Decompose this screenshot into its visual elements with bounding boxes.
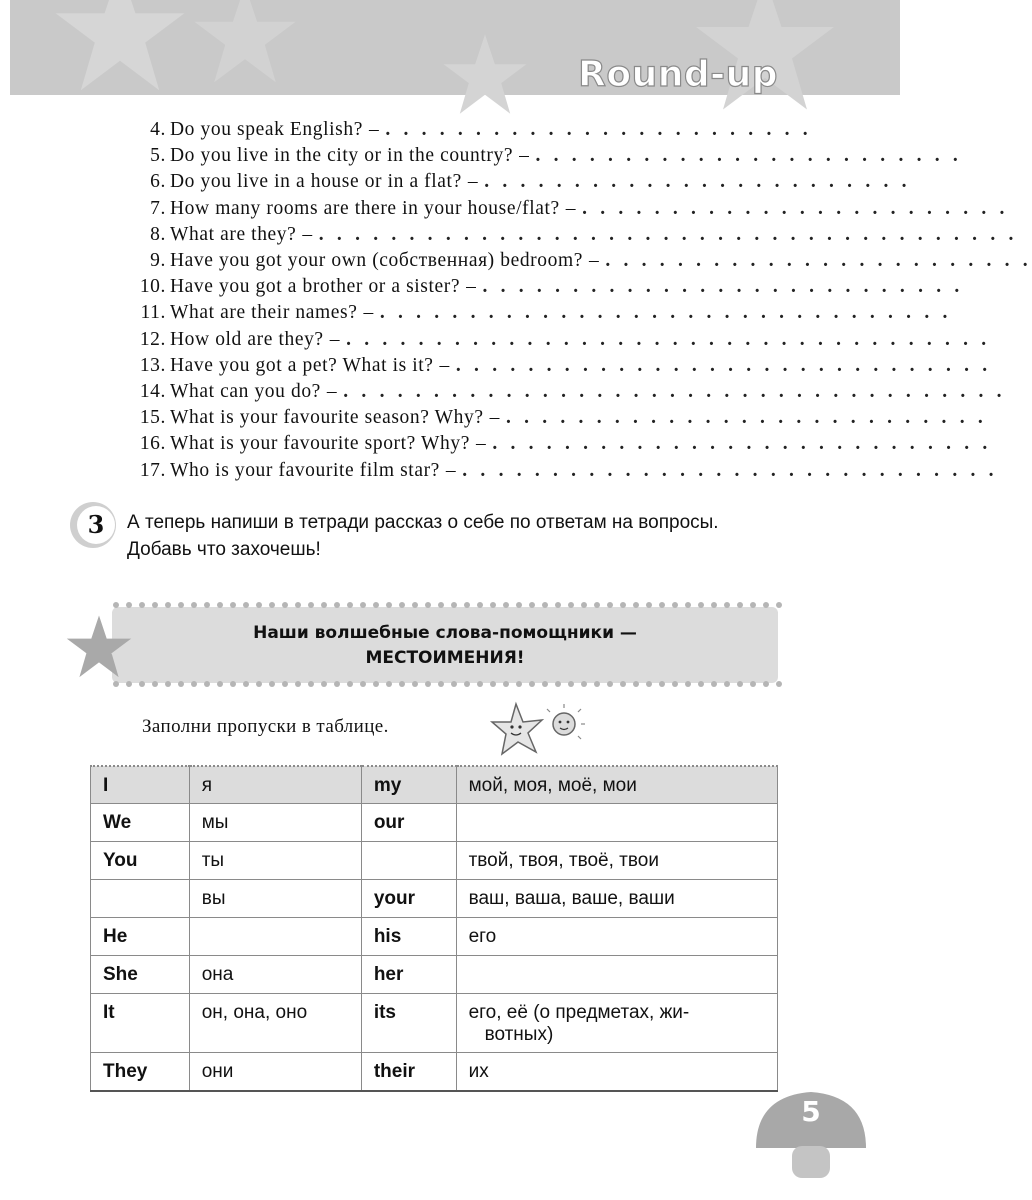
- table-row: [91, 880, 778, 918]
- answer-blank[interactable]: . . . . . . . . . . . . . . . . . . . . . . . . . . . . . . . .: [379, 302, 952, 324]
- possessive-translation-cell: [456, 918, 777, 956]
- task-3-text: А теперь напиши в тетради рассказ о себе по ответам на вопросы. Добавь что захочешь!: [127, 512, 719, 560]
- possessive-translation-text: их: [468, 1061, 489, 1082]
- subject-translation-cell: они: [189, 1053, 361, 1092]
- question-number: 9.: [150, 250, 166, 272]
- question-text: Have you got a pet? What is it?: [170, 354, 434, 376]
- possessive-pronoun-cell[interactable]: [361, 842, 456, 880]
- possessive-translation-text: твой, твоя, твоё, твои: [468, 850, 659, 871]
- banner-dotted-border: [110, 679, 782, 689]
- possessive-pronoun-cell: its: [361, 994, 456, 1053]
- possessive-translation-cell: [456, 880, 777, 918]
- question-item: [118, 300, 952, 326]
- possessive-translation-text: мой, моя, моё, мои: [468, 775, 637, 796]
- answer-dash: –: [329, 328, 341, 350]
- answer-dash: –: [476, 433, 487, 455]
- question-number: 12.: [139, 328, 166, 350]
- possessive-pronoun-cell: his: [361, 918, 456, 956]
- question-number: 14.: [139, 380, 166, 402]
- question-text: Have you got a brother or a sister?: [170, 276, 461, 298]
- possessive-translation-cell: [456, 766, 777, 804]
- question-text: What are their names?: [170, 302, 358, 324]
- question-item: [118, 222, 1018, 248]
- answer-blank[interactable]: . . . . . . . . . . . . . . . . . . . . . . . .: [484, 171, 911, 193]
- question-number: 6.: [150, 171, 166, 193]
- answer-blank[interactable]: . . . . . . . . . . . . . . . . . . . . . . . . . . .: [482, 276, 964, 298]
- table-row: [91, 1053, 778, 1092]
- table-row: [91, 766, 778, 804]
- star-mascot-icon: [486, 700, 596, 760]
- possessive-pronoun-cell: their: [361, 1053, 456, 1092]
- answer-dash: –: [519, 145, 530, 167]
- possessive-translation-text: его: [468, 926, 497, 947]
- answer-blank[interactable]: . . . . . . . . . . . . . . . . . . . . . . . . . . . . . .: [462, 459, 998, 481]
- question-text: Do you live in the city or in the country?: [170, 145, 514, 167]
- subject-translation-cell: я: [189, 766, 361, 804]
- question-text: How old are they?: [170, 328, 324, 350]
- subject-pronoun-cell: They: [91, 1053, 190, 1092]
- answer-dash: –: [489, 407, 500, 429]
- possessive-translation-cell[interactable]: [456, 956, 777, 994]
- question-item: [118, 196, 1009, 222]
- possessive-translation-text: его, её (о предметах, жи-: [468, 1002, 690, 1023]
- question-number: 7.: [150, 197, 166, 219]
- question-item: [118, 457, 998, 483]
- subject-translation-cell: мы: [189, 804, 361, 842]
- table-row: [91, 842, 778, 880]
- task-number: 3: [87, 510, 105, 539]
- banner-title-line2: МЕСТОИМЕНИЯ!: [365, 648, 525, 668]
- subject-pronoun-cell: She: [91, 956, 190, 994]
- banner-dotted-border: [110, 600, 782, 610]
- page-number: 5: [801, 1095, 821, 1128]
- section-title: Round-up: [578, 54, 778, 95]
- table-instruction: Заполни пропуски в таблице.: [142, 716, 389, 737]
- possessive-translation-continuation: вотных): [484, 1024, 554, 1045]
- answer-dash: –: [466, 276, 477, 298]
- answer-blank[interactable]: . . . . . . . . . . . . . . . . . . . . . . . .: [582, 197, 1009, 219]
- possessive-translation-text: ваш, ваша, ваше, ваши: [468, 888, 675, 909]
- answer-blank[interactable]: . . . . . . . . . . . . . . . . . . . . . . . .: [385, 119, 812, 141]
- question-text: Do you live in a house or in a flat?: [170, 171, 462, 193]
- pronouns-banner: [112, 607, 778, 683]
- question-number: 5.: [150, 145, 166, 167]
- possessive-pronoun-cell: our: [361, 804, 456, 842]
- subject-translation-cell[interactable]: [189, 918, 361, 956]
- possessive-translation-cell: [456, 994, 777, 1053]
- answer-blank[interactable]: . . . . . . . . . . . . . . . . . . . . . . . . . . . .: [492, 433, 992, 455]
- question-number: 13.: [139, 354, 166, 376]
- subject-pronoun-cell: I: [91, 766, 190, 804]
- answer-dash: –: [467, 171, 479, 193]
- question-item: [118, 353, 992, 379]
- question-number: 8.: [150, 223, 166, 245]
- subject-translation-cell: он, она, оно: [189, 994, 361, 1053]
- question-list: [118, 117, 1032, 484]
- question-text: Do you speak English?: [170, 119, 363, 141]
- subject-pronoun-cell: You: [91, 842, 190, 880]
- table-row: [91, 956, 778, 994]
- answer-dash: –: [368, 119, 380, 141]
- answer-blank[interactable]: . . . . . . . . . . . . . . . . . . . . . . . . . . . . . . . . . . . . . . .: [318, 223, 1018, 245]
- question-item: [118, 327, 991, 353]
- question-text: Who is your favourite film star?: [170, 459, 440, 481]
- table-row: [91, 994, 778, 1053]
- subject-translation-cell: она: [189, 956, 361, 994]
- question-number: 4.: [150, 119, 166, 141]
- question-number: 17.: [139, 459, 166, 481]
- answer-dash: –: [326, 380, 338, 402]
- possessive-pronoun-cell: her: [361, 956, 456, 994]
- question-item: [118, 143, 962, 169]
- star-icon: [440, 30, 530, 120]
- question-item: [118, 274, 964, 300]
- question-item: [118, 117, 812, 143]
- question-item: [118, 248, 1032, 274]
- answer-dash: –: [302, 223, 313, 245]
- answer-dash: –: [565, 197, 577, 219]
- question-number: 15.: [139, 407, 166, 429]
- question-number: 11.: [140, 302, 166, 324]
- possessive-pronoun-cell: my: [361, 766, 456, 804]
- table-row: [91, 804, 778, 842]
- answer-blank[interactable]: . . . . . . . . . . . . . . . . . . . . . . . .: [605, 250, 1032, 272]
- answer-blank[interactable]: . . . . . . . . . . . . . . . . . . . . . . . . . . . . . . . . . . . . .: [343, 380, 1006, 402]
- task-number-badge: [68, 500, 118, 550]
- subject-pronoun-cell: It: [91, 994, 190, 1053]
- question-text: What is your favourite sport? Why?: [170, 433, 470, 455]
- question-text: How many rooms are there in your house/flat?: [170, 197, 560, 219]
- banner-title-line1: Наши волшебные слова-помощники —: [253, 623, 637, 643]
- possessive-pronoun-cell: your: [361, 880, 456, 918]
- question-text: What are they?: [170, 223, 297, 245]
- subject-translation-cell: ты: [189, 842, 361, 880]
- question-text: What can you do?: [170, 380, 321, 402]
- question-number: 16.: [139, 433, 166, 455]
- sun-mascot-icon: [547, 704, 585, 739]
- subject-pronoun-cell[interactable]: [91, 880, 190, 918]
- answer-blank[interactable]: . . . . . . . . . . . . . . . . . . . . . . . . . . . . . .: [455, 354, 992, 376]
- answer-blank[interactable]: . . . . . . . . . . . . . . . . . . . . . . . .: [535, 145, 962, 167]
- question-text: What is your favourite season? Why?: [170, 407, 484, 429]
- answer-blank[interactable]: . . . . . . . . . . . . . . . . . . . . . . . . . . .: [505, 407, 987, 429]
- table-row: [91, 918, 778, 956]
- star-icon: [50, 0, 190, 100]
- question-item: [118, 431, 992, 457]
- answer-dash: –: [439, 354, 450, 376]
- star-icon: [190, 0, 300, 90]
- question-item: [118, 379, 1006, 405]
- answer-dash: –: [589, 250, 600, 272]
- possessive-translation-cell: [456, 842, 777, 880]
- answer-dash: –: [363, 302, 374, 324]
- answer-dash: –: [445, 459, 457, 481]
- question-text: Have you got your own (собственная) bedroom?: [170, 250, 583, 272]
- subject-pronoun-cell: He: [91, 918, 190, 956]
- subject-pronoun-cell: We: [91, 804, 190, 842]
- possessive-translation-cell: [456, 1053, 777, 1092]
- question-number: 10.: [139, 276, 166, 298]
- possessive-translation-cell[interactable]: [456, 804, 777, 842]
- question-item: [118, 405, 987, 431]
- question-item: [118, 169, 911, 195]
- answer-blank[interactable]: . . . . . . . . . . . . . . . . . . . . . . . . . . . . . . . . . . . .: [346, 328, 991, 350]
- pronoun-table: [90, 765, 778, 1092]
- subject-translation-cell: вы: [189, 880, 361, 918]
- page-header: [10, 0, 900, 95]
